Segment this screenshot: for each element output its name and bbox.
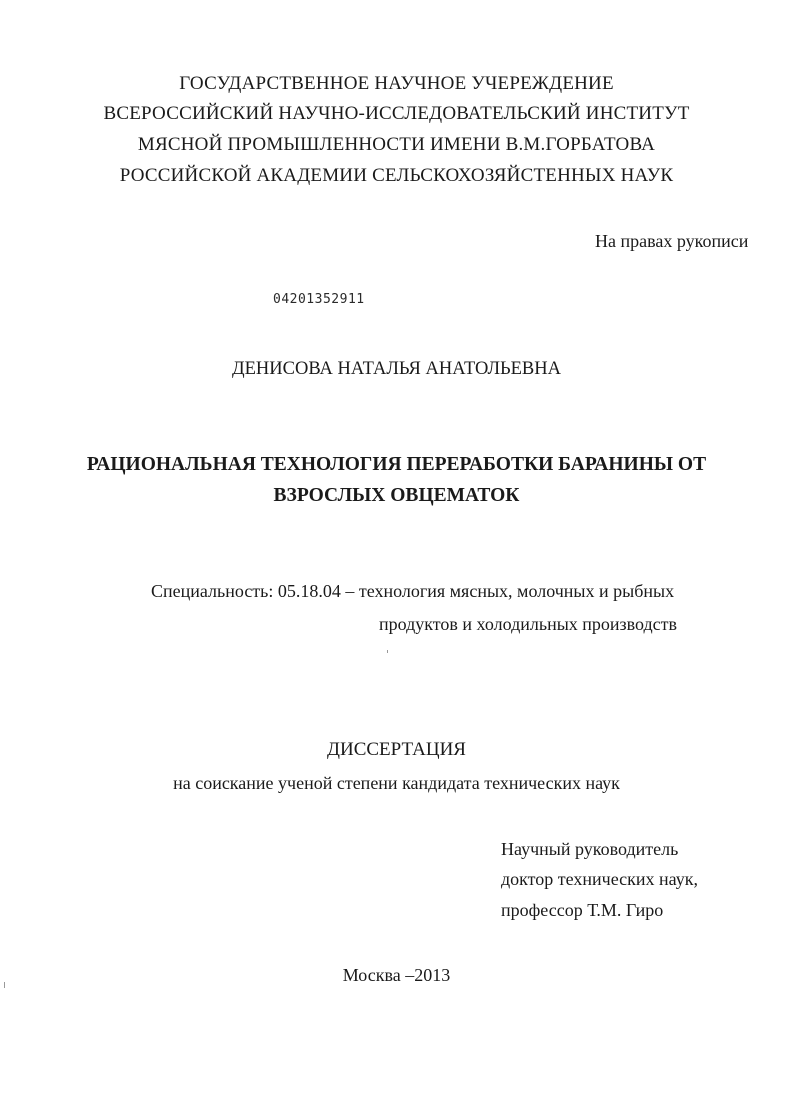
dissertation-title-line-2: ВЗРОСЛЫХ ОВЦЕМАТОК: [273, 485, 520, 506]
specialty-line-1: Специальность: 05.18.04 – технология мясных, молочных и рыбных: [151, 581, 675, 601]
degree-line: на соискание ученой степени кандидата технических наук: [173, 773, 620, 793]
scan-speck: [387, 650, 388, 653]
supervisor-name: профессор Т.М. Гиро: [501, 900, 664, 920]
place-year: Москва –2013: [342, 965, 451, 985]
supervisor-degree: доктор технических наук,: [501, 869, 698, 889]
institution-line-1: ГОСУДАРСТВЕННОЕ НАУЧНОЕ УЧЕРЕЖДЕНИЕ: [179, 73, 614, 94]
author-name: ДЕНИСОВА НАТАЛЬЯ АНАТОЛЬЕВНА: [232, 359, 561, 379]
dissertation-title-line-1: РАЦИОНАЛЬНАЯ ТЕХНОЛОГИЯ ПЕРЕРАБОТКИ БАРАНИНЫ ОТ: [86, 454, 707, 475]
work-type: ДИССЕРТАЦИЯ: [327, 739, 466, 760]
document-code: 04201352911: [273, 292, 365, 307]
institution-line-3: МЯСНОЙ ПРОМЫШЛЕННОСТИ ИМЕНИ В.М.ГОРБАТОВА: [137, 134, 656, 155]
institution-line-4: РОССИЙСКОЙ АКАДЕМИИ СЕЛЬСКОХОЗЯЙСТЕННЫХ НАУК: [119, 165, 674, 186]
supervisor-role: Научный руководитель: [501, 839, 679, 859]
institution-line-2: ВСЕРОССИЙСКИЙ НАУЧНО-ИССЛЕДОВАТЕЛЬСКИЙ ИНСТИТУТ: [103, 103, 690, 124]
scan-edge-mark: [4, 982, 5, 988]
specialty-line-2: продуктов и холодильных производств: [379, 614, 678, 634]
manuscript-note: На правах рукописи: [595, 231, 749, 251]
